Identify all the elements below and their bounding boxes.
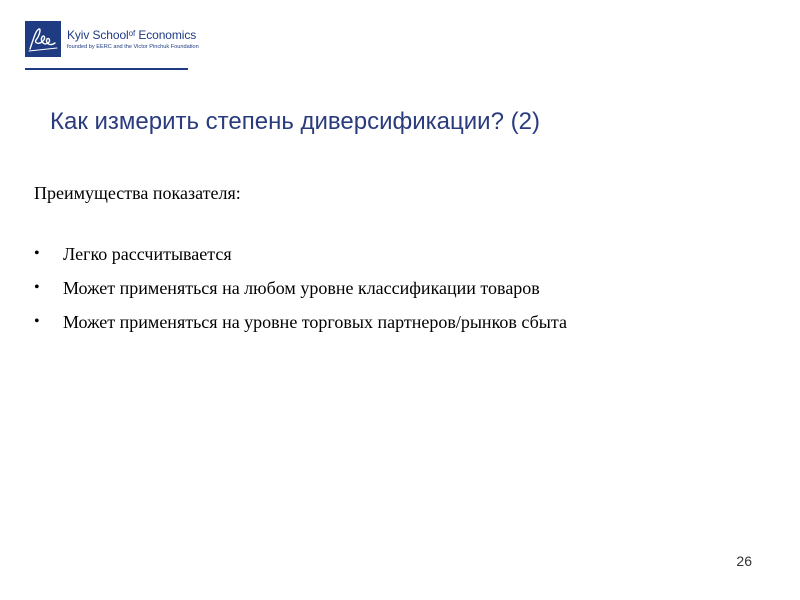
bullet-text: Может применяться на уровне торговых партнеров/рынков сбыта xyxy=(63,312,567,332)
kse-monogram-icon xyxy=(25,21,61,57)
bullet-item xyxy=(34,310,567,334)
logo-tagline: founded by EERC and the Victor Pinchuk Foundation xyxy=(67,44,199,50)
logo-name-end: Economics xyxy=(135,28,197,42)
logo-name-start: Kyiv School xyxy=(67,28,129,42)
bullet-text: Может применяться на любом уровне классификации товаров xyxy=(63,278,540,298)
bullet-dot-icon: • xyxy=(34,313,40,330)
bullet-item xyxy=(34,242,567,266)
bullet-text: Легко рассчитывается xyxy=(63,244,232,264)
bullet-dot-icon: • xyxy=(34,279,40,296)
slide-title: Как измерить степень диверсификации? (2) xyxy=(50,108,540,135)
logo-wordmark xyxy=(67,29,199,51)
page-number: 26 xyxy=(736,553,752,569)
bullet-dot-icon: • xyxy=(34,245,40,262)
logo-name xyxy=(67,29,199,43)
slide-subheading: Преимущества показателя: xyxy=(34,183,241,203)
kse-monogram-glyph-icon xyxy=(25,21,61,57)
bullet-list xyxy=(34,242,567,344)
bullet-item xyxy=(34,276,567,300)
header-divider xyxy=(25,68,188,70)
logo-name-superscript: of xyxy=(128,29,136,38)
